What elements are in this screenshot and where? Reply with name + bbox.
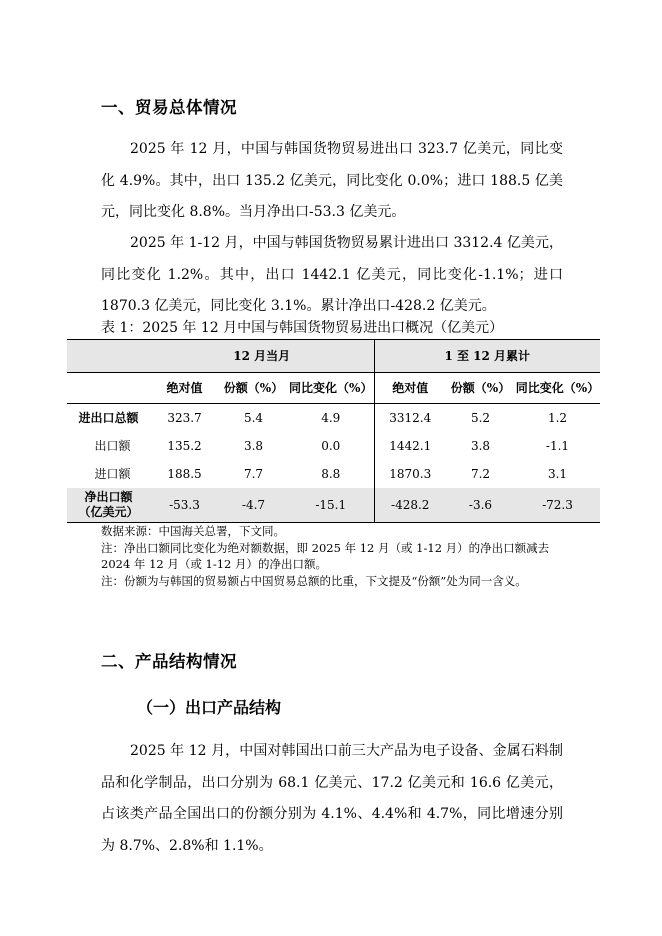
table-cell: 1.2 bbox=[547, 410, 568, 425]
column-header: 同比变化（%） bbox=[515, 373, 600, 404]
section-2-heading: 二、产品结构情况 bbox=[101, 652, 237, 671]
table-cell: 7.7 bbox=[243, 466, 264, 481]
section-2-paragraph-1: 2025 年 12 月，中国对韩国出口前三大产品为电子设备、金属石料制品和化学制品，出口分别为 68.1 亿美元、17.2 亿美元和 16.6 亿美元，占该类产品全国出口的份额分别为 4.1%、4.4%和 4.7%，同比增速分别为 8.7%、2.8%和 1.1%。 bbox=[101, 743, 563, 854]
table-cell: 3.8 bbox=[243, 438, 264, 453]
table-cell: -15.1 bbox=[288, 488, 374, 523]
table-cell: 3312.4 bbox=[389, 410, 432, 425]
table-row bbox=[67, 404, 600, 433]
table-cell: 7.2 bbox=[470, 466, 491, 481]
note-net-export: 注：净出口额同比变化为绝对额数据，即 2025 年 12 月（或 1-12 月）的净出口额减去 2024 年 12 月（或 1-12 月）的净出口额。 bbox=[101, 540, 550, 571]
table-cell: -72.3 bbox=[515, 488, 600, 523]
subsection-heading: （一）出口产品结构 bbox=[137, 698, 282, 717]
table-column-header-row bbox=[67, 373, 600, 404]
row-label-export: 出口额 bbox=[94, 438, 131, 453]
table-cell: -428.2 bbox=[374, 488, 446, 523]
table-notes bbox=[101, 523, 563, 589]
table-corner-cell bbox=[67, 340, 150, 373]
table-cell: 0.0 bbox=[288, 432, 374, 460]
row-label-net-export-line2: （亿美元） bbox=[78, 505, 139, 519]
table-cell: 3.1 bbox=[547, 466, 568, 481]
table-row bbox=[67, 460, 600, 488]
group-header-month: 12 月当月 bbox=[150, 340, 374, 373]
section-1-heading: 一、贸易总体情况 bbox=[101, 98, 237, 117]
table-row-label-header bbox=[67, 373, 150, 404]
row-label-import: 进口额 bbox=[94, 466, 131, 481]
section-1-paragraph-2: 2025 年 1-12 月，中国与韩国货物贸易累计进出口 3312.4 亿美元，同比变化 1.2%。其中，出口 1442.1 亿美元，同比变化-1.1%；进口 1870.3 亿美元，同比变化 3.1%。累计净出口-428.2 亿美元。 bbox=[101, 235, 563, 314]
table-cell: -3.6 bbox=[446, 488, 515, 523]
table-caption: 表 1：2025 年 12 月中国与韩国货物贸易进出口概况（亿美元） bbox=[101, 320, 504, 336]
table-cell: 4.9 bbox=[288, 404, 374, 433]
table-row bbox=[67, 488, 600, 523]
table-cell: 5.2 bbox=[470, 410, 491, 425]
table-cell: 1442.1 bbox=[389, 438, 432, 453]
column-header: 份额（%） bbox=[446, 373, 515, 404]
row-label-net-export bbox=[67, 488, 150, 523]
column-header: 份额（%） bbox=[219, 373, 288, 404]
table-cell: 323.7 bbox=[167, 410, 202, 425]
table-cell: -53.3 bbox=[150, 488, 219, 523]
table-cell: 8.8 bbox=[288, 460, 374, 488]
table-cell: 3.8 bbox=[470, 438, 491, 453]
table-row bbox=[67, 432, 600, 460]
table-cell: 188.5 bbox=[167, 466, 202, 481]
column-header: 同比变化（%） bbox=[288, 373, 374, 404]
section-1-paragraph-1: 2025 年 12 月，中国与韩国货物贸易进出口 323.7 亿美元，同比变化 4.9%。其中，出口 135.2 亿美元，同比变化 0.0%；进口 188.5 亿美元，同比变化 8.8%。当月净出口-53.3 亿美元。 bbox=[101, 141, 563, 220]
column-header: 绝对值 bbox=[374, 373, 446, 404]
row-label-net-export-line1: 净出口额 bbox=[84, 490, 133, 504]
row-label-total: 进出口总额 bbox=[78, 410, 139, 425]
table-cell: 1870.3 bbox=[389, 466, 432, 481]
table-cell: -4.7 bbox=[219, 488, 288, 523]
trade-summary-table bbox=[67, 339, 600, 523]
column-header: 绝对值 bbox=[150, 373, 219, 404]
note-source: 数据来源：中国海关总署，下文同。 bbox=[101, 524, 285, 538]
table-group-header-row bbox=[67, 340, 600, 373]
group-header-ytd: 1 至 12 月累计 bbox=[374, 340, 600, 373]
table-cell: -1.1 bbox=[545, 438, 570, 453]
note-share: 注：份额为与韩国的贸易额占中国贸易总额的比重，下文提及“份额”处为同一含义。 bbox=[101, 573, 527, 588]
table-cell: 135.2 bbox=[167, 438, 202, 453]
table-cell: 5.4 bbox=[243, 410, 264, 425]
